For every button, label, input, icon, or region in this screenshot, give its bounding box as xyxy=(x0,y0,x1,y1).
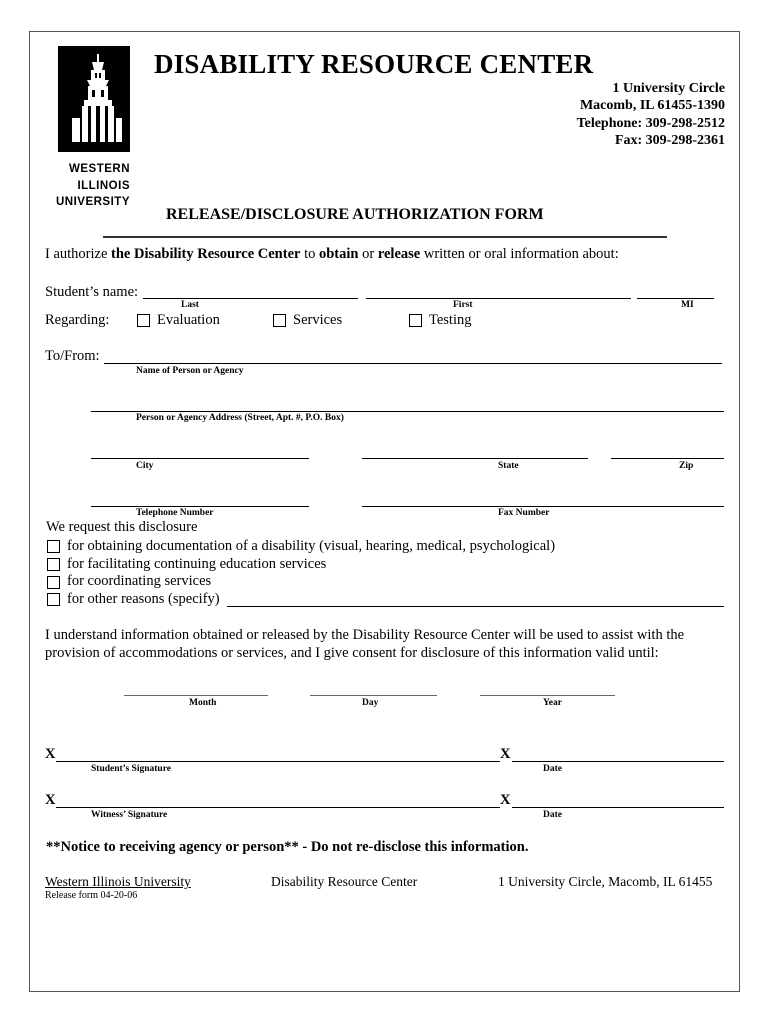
first-caption: First xyxy=(453,300,473,310)
redisclosure-notice: **Notice to receiving agency or person** - Do not re-disclose this information. xyxy=(46,839,529,855)
witness-signature-field[interactable] xyxy=(56,807,500,808)
month-field[interactable] xyxy=(124,695,268,696)
agency-name-caption: Name of Person or Agency xyxy=(136,366,244,376)
address-line1: 1 University Circle xyxy=(612,81,725,96)
testing-checkbox[interactable] xyxy=(409,314,422,327)
agency-name-field[interactable] xyxy=(104,363,722,364)
center-title: DISABILITY RESOURCE CENTER xyxy=(154,49,594,79)
zip-field[interactable] xyxy=(611,458,724,459)
address-line2: Macomb, IL 61455-1390 xyxy=(579,98,725,113)
release-form-version: Release form 04-20-06 xyxy=(45,890,138,901)
telephone-caption: Telephone Number xyxy=(136,508,214,518)
fax-caption: Fax Number xyxy=(498,508,550,518)
zip-caption: Zip xyxy=(679,461,694,471)
witness-signature-caption: Witness’ Signature xyxy=(91,810,168,820)
student-name-label: Student’s name: xyxy=(45,284,139,300)
fax: Fax: 309-298-2361 xyxy=(614,133,725,148)
evaluation-checkbox[interactable] xyxy=(137,314,150,327)
testing-label: Testing xyxy=(429,312,472,328)
city-field[interactable] xyxy=(91,458,309,459)
evaluation-label: Evaluation xyxy=(157,312,220,328)
university-logo xyxy=(58,46,130,152)
disclosure-other-label: for other reasons (specify) xyxy=(67,591,220,607)
year-caption: Year xyxy=(543,698,562,708)
other-reasons-field[interactable] xyxy=(227,606,724,607)
disclosure-heading: We request this disclosure xyxy=(46,519,198,535)
disclosure-education-checkbox[interactable] xyxy=(47,558,60,571)
authorize-statement: I authorize the Disability Resource Center to obtain or release written or oral information about: xyxy=(45,246,619,262)
university-name-line2: ILLINOIS xyxy=(77,180,130,192)
student-signature-x: X xyxy=(45,746,56,762)
disclosure-other-checkbox[interactable] xyxy=(47,593,60,606)
footer-university-link[interactable]: Western Illinois University xyxy=(45,874,191,889)
telephone: Telephone: 309-298-2512 xyxy=(576,116,725,131)
footer-address: 1 University Circle, Macomb, IL 61455 xyxy=(498,874,713,889)
understand-line2: provision of accommodations or services, and I give consent for disclosure of this information valid until: xyxy=(45,645,659,661)
month-caption: Month xyxy=(189,698,217,708)
student-date-field[interactable] xyxy=(512,761,724,762)
student-date-x: X xyxy=(500,746,511,762)
last-caption: Last xyxy=(181,300,199,310)
disclosure-documentation-label: for obtaining documentation of a disability (visual, hearing, medical, psychological) xyxy=(67,538,556,554)
witness-date-caption: Date xyxy=(543,810,562,820)
student-mi-field[interactable] xyxy=(637,298,714,299)
title-divider xyxy=(103,236,667,238)
city-caption: City xyxy=(136,461,154,471)
disclosure-education-label: for facilitating continuing education services xyxy=(67,556,327,572)
witness-date-field[interactable] xyxy=(512,807,724,808)
disclosure-documentation-checkbox[interactable] xyxy=(47,540,60,553)
year-field[interactable] xyxy=(480,695,615,696)
form-title: RELEASE/DISCLOSURE AUTHORIZATION FORM xyxy=(166,206,544,223)
student-last-name-field[interactable] xyxy=(143,298,358,299)
witness-signature-x: X xyxy=(45,792,56,808)
services-label: Services xyxy=(293,312,343,328)
student-date-caption: Date xyxy=(543,764,562,774)
telephone-field[interactable] xyxy=(91,506,309,507)
tower-icon xyxy=(58,46,130,152)
tofrom-label: To/From: xyxy=(45,348,100,364)
day-caption: Day xyxy=(362,698,379,708)
agency-address-caption: Person or Agency Address (Street, Apt. #, P.O. Box) xyxy=(136,413,344,423)
footer-center: Disability Resource Center xyxy=(271,874,418,889)
student-first-name-field[interactable] xyxy=(366,298,631,299)
university-name-line1: WESTERN xyxy=(69,163,130,175)
mi-caption: MI xyxy=(681,300,694,310)
services-checkbox[interactable] xyxy=(273,314,286,327)
disclosure-coordinating-label: for coordinating services xyxy=(67,573,212,589)
agency-address-field[interactable] xyxy=(91,411,724,412)
day-field[interactable] xyxy=(310,695,437,696)
student-signature-caption: Student’s Signature xyxy=(91,764,171,774)
understand-line1: I understand information obtained or released by the Disability Resource Center will be used to assist with the xyxy=(45,627,685,643)
fax-field[interactable] xyxy=(362,506,724,507)
disclosure-coordinating-checkbox[interactable] xyxy=(47,576,60,589)
regarding-label: Regarding: xyxy=(45,312,110,328)
state-field[interactable] xyxy=(362,458,588,459)
student-signature-field[interactable] xyxy=(56,761,500,762)
state-caption: State xyxy=(498,461,519,471)
witness-date-x: X xyxy=(500,792,511,808)
university-name-line3: UNIVERSITY xyxy=(55,196,130,208)
